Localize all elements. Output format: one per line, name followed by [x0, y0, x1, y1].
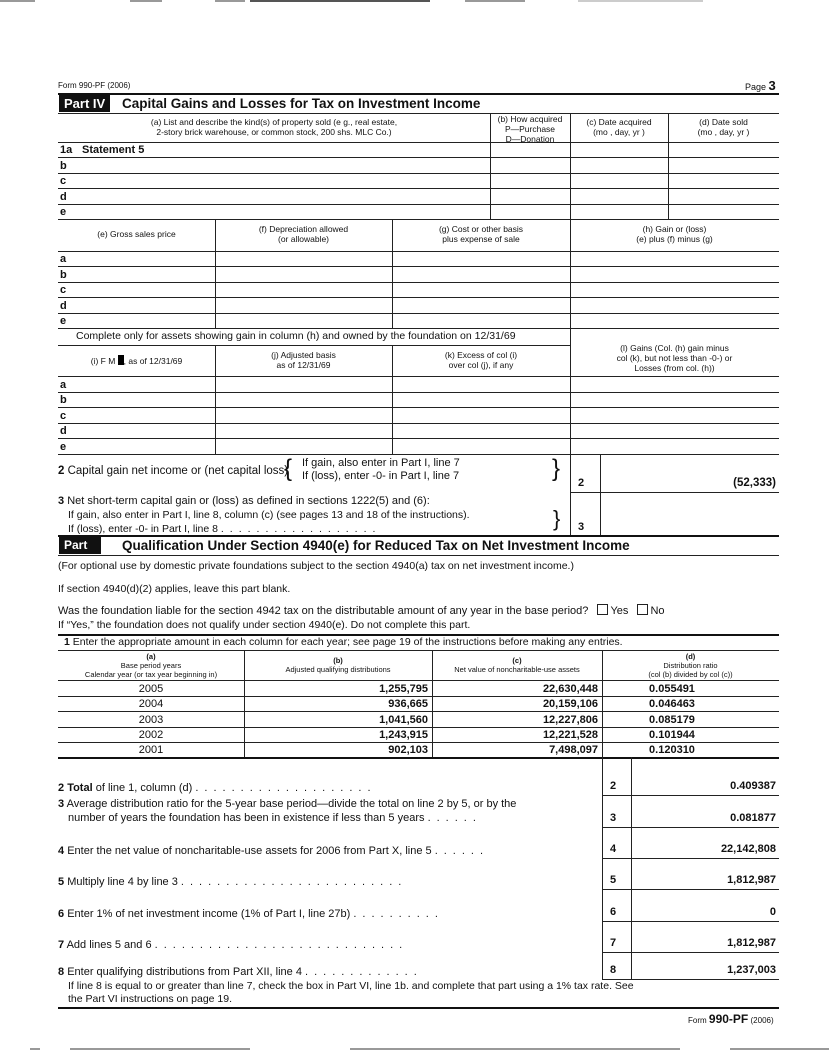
distribution-ratio-value[interactable]: 0.055491: [649, 683, 695, 695]
qualifying-distributions-value[interactable]: 902,103: [388, 744, 428, 756]
distribution-ratio-value[interactable]: 0.085179: [649, 714, 695, 726]
leader-dots: ............................: [154, 939, 409, 951]
divider: [58, 219, 779, 220]
distribution-ratio-value[interactable]: 0.101944: [649, 729, 695, 741]
base-year: 2005: [138, 683, 164, 695]
row-label: a: [60, 253, 67, 265]
row-label: c: [60, 284, 67, 296]
page-number: 3: [768, 78, 776, 93]
row-label: e: [60, 315, 67, 327]
divider: [58, 711, 779, 712]
distribution-ratio-value[interactable]: 0.120310: [649, 744, 695, 756]
line-box-number: 3: [610, 812, 617, 824]
line-box-number: 8: [610, 964, 617, 976]
row-label: b: [60, 160, 67, 172]
line-3-text: 3 Net short-term capital gain or (loss) as defined in sections 1222(5) and (6):: [58, 495, 430, 507]
col-c-noncharitable-assets: (c) Net value of noncharitable-use assets: [454, 656, 580, 674]
row-label: d: [60, 191, 67, 203]
row-label: d: [60, 300, 67, 312]
base-year: 2002: [138, 729, 164, 741]
line-box-number: 2: [610, 780, 617, 792]
row-label: 1a: [60, 144, 73, 156]
divider: [58, 680, 779, 681]
line-box-number: 6: [610, 906, 617, 918]
scan-artifact: [578, 0, 703, 2]
divider: [58, 376, 779, 377]
row-label: c: [60, 410, 67, 422]
divider: [58, 742, 779, 743]
line-3-gain-text: If gain, also enter in Part I, line 8, column (c) (see pages 13 and 18 of the instructions).: [68, 509, 470, 521]
part-v-leave-blank: If section 4940(d)(2) applies, leave this part blank.: [58, 583, 291, 595]
col-e-header: (e) Gross sales price: [97, 229, 176, 239]
question-note: If “Yes,” the foundation does not qualify under section 4940(e). Do not complete this part.: [58, 619, 471, 631]
divider: [58, 313, 779, 314]
divider: [602, 858, 779, 859]
right-brace: }: [552, 455, 561, 482]
divider: [602, 889, 779, 890]
leader-dots: ......: [427, 812, 482, 824]
scan-artifact: [30, 1048, 40, 1050]
line-box-number: 7: [610, 937, 617, 949]
divider: [58, 251, 779, 252]
line-box-number: 4: [610, 843, 617, 855]
footer-form-label: Form 990-PF (2006): [688, 1012, 774, 1026]
line-5-value[interactable]: 1,812,987: [727, 874, 776, 886]
line-4-text: 4 Enter the net value of noncharitable-use assets for 2006 from Part X, line 5 ......: [58, 845, 490, 857]
divider: [570, 219, 571, 328]
scan-artifact: [130, 0, 162, 2]
line-3-average-text-2: number of years the foundation has been in existence if less than 5 years ......: [68, 812, 482, 824]
divider: [58, 696, 779, 697]
divider: [58, 173, 779, 174]
line-2-text: 2 Capital gain net income or (net capital loss): [58, 465, 289, 477]
form-label: Form 990-PF (2006): [58, 81, 131, 90]
divider: [570, 454, 571, 535]
divider: [58, 392, 779, 393]
row-label: d: [60, 425, 67, 437]
scan-artifact: [730, 1048, 829, 1050]
line-3-average-text: 3 Average distribution ratio for the 5-year base period—divide the total on line 2 by 5, or by the: [58, 798, 517, 810]
base-year: 2003: [138, 714, 164, 726]
col-a-header: (a) List and describe the kind(s) of property sold (e g., real estate, 2-story brick warehouse, or common stock, 200 shs. MLC Co.): [150, 117, 398, 137]
divider: [58, 650, 779, 651]
noncharitable-assets-value[interactable]: 12,227,806: [542, 714, 598, 726]
line-8-text: 8 Enter qualifying distributions from Part XII, line 4 .............: [58, 966, 423, 978]
divider: [58, 407, 779, 408]
divider: [490, 113, 491, 219]
row-label: a: [60, 379, 67, 391]
line-2-value[interactable]: (52,333): [733, 477, 776, 489]
col-l-header: (l) Gains (Col. (h) gain minus col (k), but not less than -0-) or Losses (from col. (h)): [616, 343, 733, 373]
scan-artifact: [70, 1048, 250, 1050]
scan-artifact: [350, 1048, 520, 1050]
line-2-total-text: 2 Total of line 1, column (d) ....................: [58, 782, 377, 794]
row-label: b: [60, 394, 67, 406]
line-1-instruction: 1 Enter the appropriate amount in each column for each year; see page 19 of the instructions before making any entries.: [64, 636, 623, 648]
col-b-header: (b) How acquired P—Purchase D—Donation: [497, 114, 563, 144]
col-h-header: (h) Gain or (loss) (e) plus (f) minus (g): [636, 224, 713, 244]
base-year: 2004: [138, 698, 164, 710]
col-j-header: (j) Adjusted basis as of 12/31/69: [271, 350, 336, 370]
qualifying-distributions-value[interactable]: 1,243,915: [379, 729, 428, 741]
complete-only-instruction: Complete only for assets showing gain in column (h) and owned by the foundation on 12/31/69: [76, 330, 516, 342]
right-brace: }: [553, 506, 561, 531]
col-a-base-period: (a) Base period years Calendar year (or tax year beginning in): [84, 652, 218, 679]
divider: [392, 219, 393, 328]
line-2-box-number: 2: [578, 477, 585, 489]
divider: [58, 204, 779, 205]
divider: [600, 454, 601, 535]
divider: [392, 345, 393, 454]
scan-artifact: [250, 0, 430, 2]
col-b-qualifying-distributions: (b) Adjusted qualifying distributions: [285, 656, 391, 674]
row-label: e: [60, 441, 67, 453]
divider: [570, 492, 779, 493]
divider: [602, 921, 779, 922]
leader-dots: ....................: [195, 782, 377, 794]
noncharitable-assets-value[interactable]: 20,159,106: [542, 698, 598, 710]
line-3-loss-text: If (loss), enter -0- in Part I, line 8 ..................: [68, 523, 382, 535]
divider: [58, 423, 779, 424]
row-label: c: [60, 175, 67, 187]
divider: [215, 345, 216, 454]
base-year: 2001: [138, 744, 164, 756]
divider: [602, 952, 603, 980]
line-8-note: If line 8 is equal to or greater than line 7, check the box in Part VI, line 1b. and complete that part using a 1% tax rate. See: [68, 980, 634, 992]
qualifying-distributions-value[interactable]: 936,665: [388, 698, 428, 710]
noncharitable-assets-value[interactable]: 12,221,528: [542, 729, 598, 741]
line-7-text: 7 Add lines 5 and 6 ............................: [58, 939, 409, 951]
col-c-header: (c) Date acquired (mo , day, yr ): [586, 117, 652, 137]
no-checkbox[interactable]: [637, 604, 648, 615]
scan-artifact: [0, 0, 35, 2]
part-iv-title: Capital Gains and Losses for Tax on Investment Income: [122, 96, 481, 111]
net-value-assets-2006[interactable]: 22,142,808: [720, 843, 776, 855]
distribution-ratio-value[interactable]: 0.046463: [649, 698, 695, 710]
line-7-value[interactable]: 1,812,987: [727, 937, 776, 949]
section-4942-question: Was the foundation liable for the section 4942 tax on the distributable amount of any year in the base period? Yes No: [58, 605, 665, 617]
divider: [58, 757, 779, 759]
row-label: e: [60, 206, 67, 218]
line-8-value[interactable]: 1,237,003: [727, 964, 776, 976]
line-5-text: 5 Multiply line 4 by line 3 .........................: [58, 876, 408, 888]
line-6-value[interactable]: 0: [769, 906, 776, 918]
divider: [58, 727, 779, 728]
part-v-label: Part: [59, 537, 101, 554]
divider: [570, 113, 571, 219]
divider: [570, 328, 571, 454]
divider: [58, 555, 779, 556]
noncharitable-assets-value[interactable]: 22,630,448: [542, 683, 598, 695]
line-2-brace-text: If gain, also enter in Part I, line 7 If (loss), enter -0- in Part I, line 7: [302, 457, 460, 482]
col-d-header: (d) Date sold (mo , day, yr ): [697, 117, 750, 137]
part-iv-label: Part IV: [59, 95, 110, 112]
row-label: b: [60, 269, 67, 281]
col-g-header: (g) Cost or other basis plus expense of sale: [438, 224, 524, 244]
col-k-header: (k) Excess of col (i) over col (j), if any: [444, 350, 518, 370]
divider: [58, 157, 779, 158]
scan-artifact: [465, 0, 525, 2]
divider: [58, 345, 570, 346]
leader-dots: ..........: [353, 908, 444, 920]
divider: [668, 113, 669, 219]
left-brace: {: [284, 455, 293, 482]
qualifying-distributions-value[interactable]: 1,041,560: [379, 714, 428, 726]
divider: [58, 328, 779, 329]
line-box-number: 5: [610, 874, 617, 886]
divider: [58, 113, 779, 114]
divider: [602, 952, 779, 953]
divider: [58, 188, 779, 189]
leader-dots: ..................: [220, 523, 382, 535]
divider: [58, 1007, 779, 1009]
leader-dots: .............: [305, 966, 423, 978]
total-ratio-value[interactable]: 0.409387: [730, 780, 776, 792]
noncharitable-assets-value[interactable]: 7,498,097: [549, 744, 598, 756]
scan-artifact: [520, 1048, 680, 1050]
part-v-title: Qualification Under Section 4940(e) for Reduced Tax on Net Investment Income: [122, 538, 630, 553]
line-3-box-number: 3: [578, 521, 585, 533]
scan-artifact: [215, 0, 245, 2]
qualifying-distributions-value[interactable]: 1,255,795: [379, 683, 428, 695]
property-description[interactable]: Statement 5: [82, 144, 145, 156]
part-v-intro: (For optional use by domestic private foundations subject to the section 4940(a) tax on net investment income.): [58, 560, 574, 572]
divider: [602, 795, 779, 796]
divider: [58, 266, 779, 267]
col-i-header: (i) F M , as of 12/31/69: [90, 356, 183, 366]
divider: [215, 219, 216, 328]
no-label: No: [650, 605, 665, 617]
yes-checkbox[interactable]: [597, 604, 608, 615]
divider: [58, 454, 779, 455]
col-d-distribution-ratio: (d) Distribution ratio (col (b) divided by col (c)): [648, 652, 733, 679]
divider: [58, 142, 779, 143]
yes-label: Yes: [610, 605, 629, 617]
leader-dots: .........................: [180, 876, 408, 888]
divider: [602, 827, 779, 828]
line-6-text: 6 Enter 1% of net investment income (1% of Part I, line 27b) ..........: [58, 908, 444, 920]
page-label: Page 3: [745, 78, 776, 93]
divider: [58, 282, 779, 283]
divider: [58, 438, 779, 439]
leader-dots: ......: [434, 845, 490, 857]
average-ratio-value[interactable]: 0.081877: [730, 812, 776, 824]
col-f-header: (f) Depreciation allowed (or allowable): [258, 224, 349, 244]
divider: [58, 297, 779, 298]
line-8-note-2: the Part VI instructions on page 19.: [68, 993, 233, 1005]
